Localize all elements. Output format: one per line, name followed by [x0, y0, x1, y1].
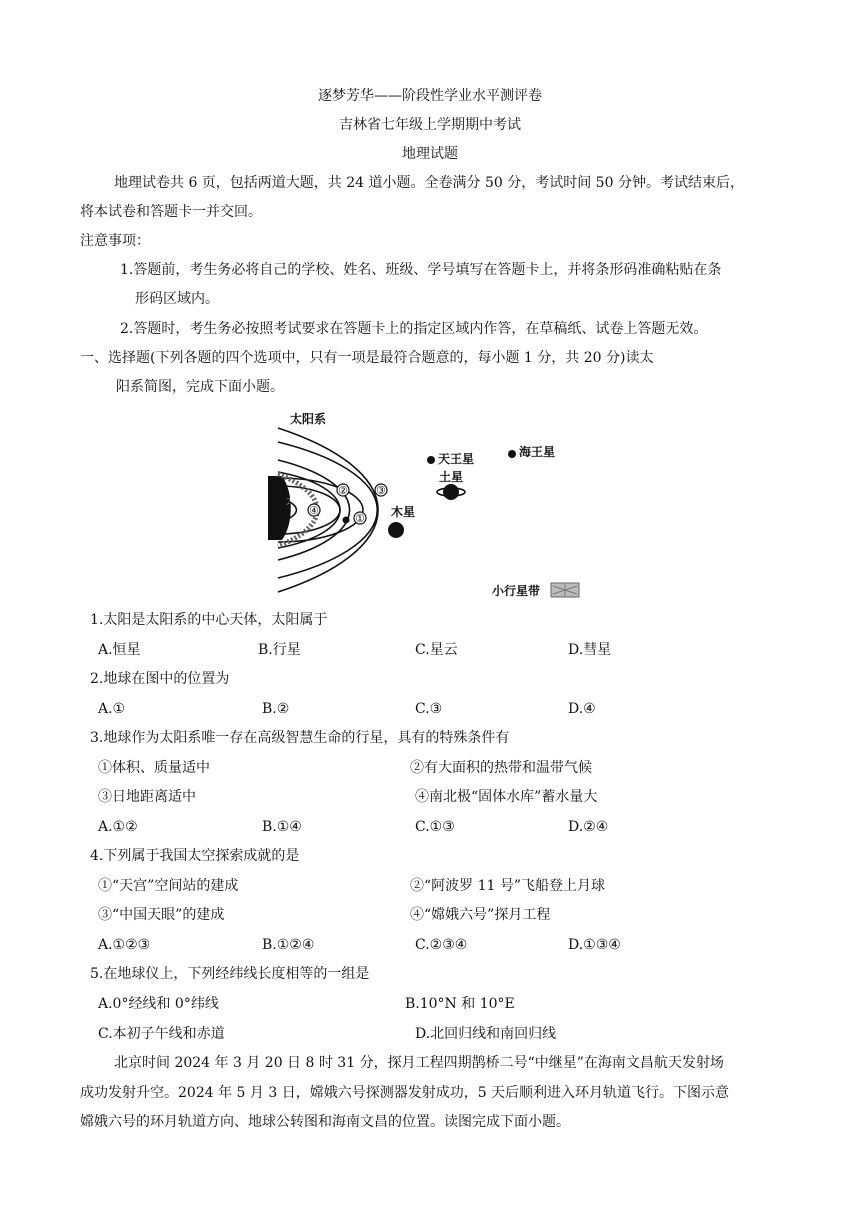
- q5-option-d: D.北回归线和南回归线: [415, 1026, 557, 1042]
- jupiter-icon: [388, 522, 404, 538]
- q3-statement-3: ③日地距离适中: [98, 789, 196, 805]
- marker-4: ④: [309, 504, 319, 517]
- series-title: 逐梦芳华——阶段性学业水平测评卷: [318, 88, 542, 104]
- q3-statement-1: ①体积、质量适中: [98, 760, 210, 776]
- marker-2: ②: [338, 484, 348, 497]
- neptune-icon: [508, 450, 516, 458]
- q3-statement-2: ②有大面积的热带和温带气候: [410, 760, 592, 776]
- notice-item-2: 2.答题时，考生务必按照考试要求在答题卡上的指定区域内作答，在草稿纸、试卷上答题无效。: [120, 321, 708, 337]
- passage-line-2: 成功发射升空。2024 年 5 月 3 日，嫦娥六号探测器发射成功，5 天后顺利进入环月轨道飞行。下图示意: [80, 1085, 730, 1101]
- saturn-icon: [443, 484, 459, 500]
- q4-statement-4: ④“嫦娥六号”探月工程: [410, 907, 551, 923]
- q2-stem: 2.地球在图中的位置为: [90, 671, 230, 687]
- passage-line-1: 北京时间 2024 年 3 月 20 日 8 时 31 分，探月工程四期鹊桥二号“中继星”在海南文昌航天发射场: [114, 1055, 724, 1071]
- uranus-icon: [427, 456, 435, 464]
- q3-option-b: B.①④: [262, 819, 302, 835]
- q3-stem: 3.地球作为太阳系唯一存在高级智慧生命的行星，具有的特殊条件有: [90, 730, 510, 746]
- figure-title: 太阳系: [290, 412, 327, 426]
- q2-option-c: C.③: [415, 701, 443, 717]
- jupiter-label: 木星: [391, 505, 416, 519]
- q4-option-b: B.①②④: [262, 937, 315, 953]
- q4-statement-2: ②“阿波罗 11 号”飞船登上月球: [410, 878, 606, 894]
- q4-option-c: C.②③④: [415, 937, 468, 953]
- q3-statement-4: ④南北极“固体水库”蓄水量大: [415, 789, 598, 805]
- q1-option-d: D.彗星: [568, 642, 612, 658]
- q1-option-a: A.恒星: [98, 642, 141, 658]
- subject-title: 地理试题: [402, 146, 458, 162]
- q5-option-a: A.0°经线和 0°纬线: [98, 996, 219, 1012]
- q4-stem: 4.下列属于我国太空探索成就的是: [90, 848, 300, 864]
- q1-option-c: C.星云: [415, 642, 458, 658]
- q3-option-a: A.①②: [98, 819, 138, 835]
- q3-option-d: D.②④: [568, 819, 609, 835]
- marker-1: ①: [355, 512, 365, 525]
- q2-option-a: A.①: [98, 701, 126, 717]
- q2-option-d: D.④: [568, 701, 596, 717]
- neptune-label: 海王星: [519, 445, 556, 459]
- q2-option-b: B.②: [262, 701, 290, 717]
- q5-option-b: B.10°N 和 10°E: [405, 996, 515, 1012]
- saturn-label: 土星: [439, 470, 464, 484]
- notice-heading: 注意事项：: [80, 233, 150, 249]
- q1-option-b: B.行星: [258, 642, 301, 658]
- notice-item-1-line-2: 形码区域内。: [135, 291, 219, 307]
- q4-option-d: D.①③④: [568, 937, 621, 953]
- q5-stem: 5.在地球仪上，下列经纬线长度相等的一组是: [90, 966, 370, 982]
- notice-item-1-line-1: 1.答题前，考生务必将自己的学校、姓名、班级、学号填写在答题卡上，并将条形码准确粘贴在条: [120, 262, 722, 278]
- marker-3: ③: [376, 484, 386, 497]
- q3-option-c: C.①③: [415, 819, 455, 835]
- q4-statement-1: ①“天宫”空间站的建成: [98, 878, 239, 894]
- passage-line-3: 嫦娥六号的环月轨道方向、地球公转图和海南文昌的位置。读图完成下面小题。: [80, 1114, 570, 1130]
- q1-stem: 1.太阳是太阳系的中心天体，太阳属于: [90, 612, 328, 628]
- q5-option-c: C.本初子午线和赤道: [98, 1026, 225, 1042]
- intro-line-2: 将本试卷和答题卡一并交回。: [80, 204, 262, 220]
- sun-label: 太阳: [286, 497, 305, 507]
- section-1-heading-line-1: 一、选择题(下列各题的四个选项中，只有一项是最符合题意的，每小题 1 分，共 20 分)读太: [80, 350, 654, 366]
- intro-line-1: 地理试卷共 6 页，包括两道大题，共 24 道小题。全卷满分 50 分，考试时间 50 分钟。考试结束后，: [114, 175, 744, 191]
- q4-option-a: A.①②③: [98, 937, 151, 953]
- planet-dot: [343, 517, 350, 524]
- asteroid-belt-label: 小行星带: [492, 584, 541, 598]
- solar-system-diagram: [268, 408, 588, 600]
- uranus-label: 天王星: [438, 452, 475, 466]
- exam-title: 吉林省七年级上学期期中考试: [339, 117, 521, 133]
- section-1-heading-line-2: 阳系简图，完成下面小题。: [116, 379, 284, 395]
- q4-statement-3: ③“中国天眼”的建成: [98, 907, 225, 923]
